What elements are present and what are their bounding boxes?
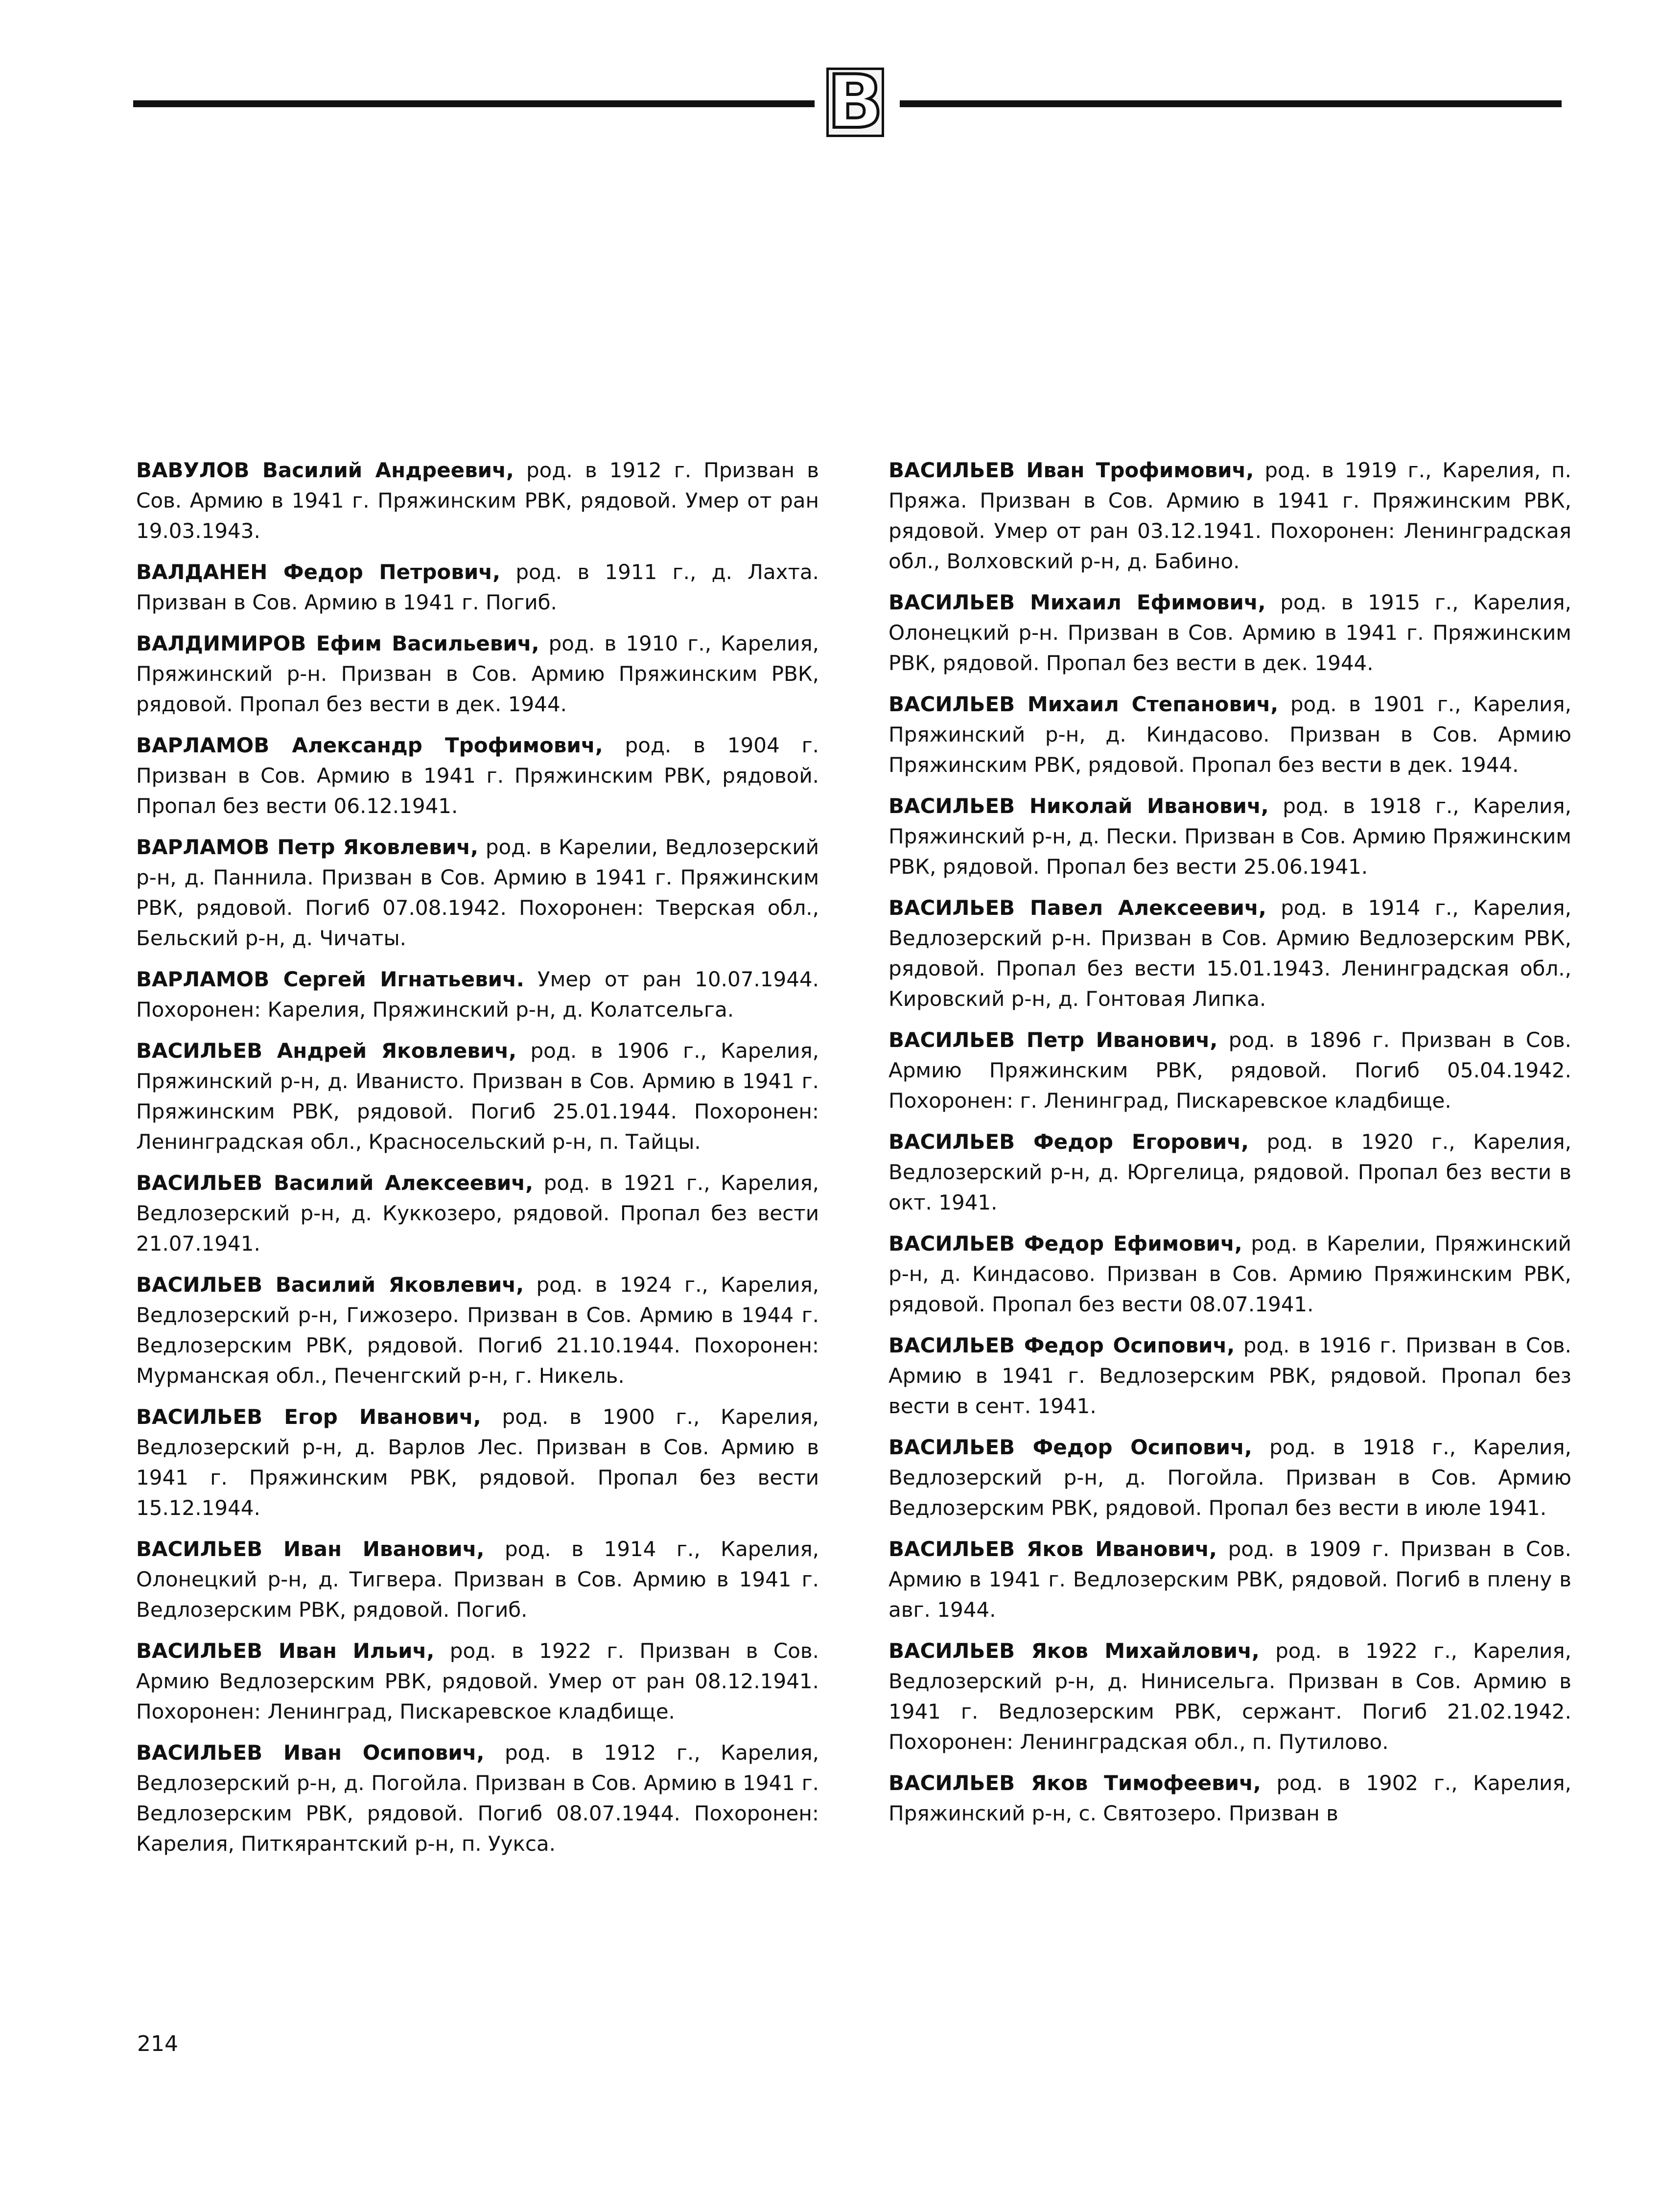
entry [136, 455, 819, 546]
entry-name: ВАСИЛЬЕВ Петр Иванович, [888, 1028, 1218, 1052]
right-column [888, 455, 1571, 1839]
entry-name: ВАСИЛЬЕВ Николай Иванович, [888, 794, 1269, 818]
entry-name: ВАСИЛЬЕВ Яков Тимофеевич, [888, 1771, 1261, 1795]
entry-name: ВАСИЛЬЕВ Федор Егорович, [888, 1130, 1249, 1154]
entry [888, 1636, 1571, 1757]
entry [888, 893, 1571, 1014]
entry [136, 629, 819, 720]
entry [136, 964, 819, 1025]
entry-text: род. в 1918 г., Карелия, Ведлозерский р-н, д. Погойла. Призван в Сов. Армию Ведлозерским РВК, рядовой. Пропал без вести в июле 1941. [888, 1435, 1572, 1520]
entry-name: ВАСИЛЬЕВ Павел Алексеевич, [888, 896, 1266, 920]
entry [136, 1534, 819, 1625]
entry-name: ВАВУЛОВ Василий Андреевич, [136, 458, 514, 482]
entry-name: ВАСИЛЬЕВ Иван Трофимович, [888, 458, 1254, 482]
entry-text: род. в 1906 г., Карелия, Пряжинский р-н, д. Иванисто. Призван в Сов. Армию в 1941 г. Пряжинским РВК, рядовой. Погиб 25.01.1944. Похоронен: Ленинградская обл., Красносельский р-н, п. Тайцы. [136, 1039, 819, 1154]
entry [888, 455, 1571, 577]
entry [136, 1636, 819, 1727]
entry-name: ВАРЛАМОВ Петр Яковлевич, [136, 835, 478, 859]
entry-text: род. в 1916 г. Призван в Сов. Армию в 1941 г. Ведлозерским РВК, рядовой. Пропал без вести в сент. 1941. [888, 1333, 1571, 1418]
entry-name: ВАРЛАМОВ Александр Трофимович, [136, 733, 603, 757]
entry [888, 1534, 1571, 1625]
entry-text: род. в 1896 г. Призван в Сов. Армию Пряжинским РВК, рядовой. Погиб 05.04.1942. Похоронен: г. Ленинград, Пискаревское кладбище. [888, 1028, 1571, 1113]
entry-text: род. в 1911 г., д. Лахта. Призван в Сов. Армию в 1941 г. Погиб. [136, 560, 819, 614]
entry [888, 587, 1571, 678]
entry [888, 1432, 1571, 1523]
entry-text: род. в 1918 г., Карелия, Пряжинский р-н, д. Пески. Призван в Сов. Армию Пряжинским РВК, рядовой. Пропал без вести 25.06.1941. [888, 794, 1572, 879]
entry-name: ВАСИЛЬЕВ Андрей Яковлевич, [136, 1039, 517, 1063]
entry-text: род. в Карелии, Пряжинский р-н, д. Киндасово. Призван в Сов. Армию Пряжинским РВК, рядовой. Пропал без вести 08.07.1941. [888, 1232, 1571, 1316]
entry [136, 1168, 819, 1259]
section-letter: В [827, 60, 884, 145]
entry-name: ВАСИЛЬЕВ Федор Осипович, [888, 1333, 1235, 1357]
entry [136, 832, 819, 954]
entry-name: ВАЛДИМИРОВ Ефим Васильевич, [136, 631, 539, 655]
entry-name: ВАСИЛЬЕВ Федор Ефимович, [888, 1232, 1242, 1256]
entry-name: ВАРЛАМОВ Сергей Игнатьевич. [136, 967, 524, 991]
entry-name: ВАСИЛЬЕВ Федор Осипович, [888, 1435, 1252, 1459]
entry-text: род. в 1914 г., Карелия, Ведлозерский р-н. Призван в Сов. Армию Ведлозерским РВК, рядовой. Пропал без вести 15.01.1943. Ленинградская обл., Кировский р-н, д. Гонтовая Липка. [888, 896, 1572, 1011]
entry-text: род. в 1902 г., Карелия, Пряжинский р-н, с. Святозеро. Призван в [888, 1771, 1571, 1825]
left-column [136, 455, 819, 1870]
entry [888, 1330, 1571, 1421]
entry-name: ВАСИЛЬЕВ Яков Иванович, [888, 1537, 1217, 1561]
entry-text: род. в 1915 г., Карелия, Олонецкий р-н. Призван в Сов. Армию в 1941 г. Пряжинским РВК, рядовой. Пропал без вести в дек. 1944. [888, 590, 1572, 675]
entry [888, 689, 1571, 780]
entry-text: род. в 1920 г., Карелия, Ведлозерский р-н, д. Юргелица, рядовой. Пропал без вести в окт. 1941. [888, 1130, 1572, 1214]
entry-name: ВАСИЛЬЕВ Иван Иванович, [136, 1537, 485, 1561]
entry [136, 1738, 819, 1859]
entry-text: род. в 1922 г., Карелия, Ведлозерский р-н, д. Нинисельга. Призван в Сов. Армию в 1941 г. Ведлозерским РВК, сержант. Погиб 21.02.1942. Похоронен: Ленинградская обл., п. Путилово. [888, 1639, 1571, 1754]
entry-name: ВАСИЛЬЕВ Иван Осипович, [136, 1741, 485, 1765]
entry [888, 791, 1571, 882]
section-letter-badge [826, 60, 884, 145]
entry-text: род. в 1910 г., Карелия, Пряжинский р-н. Призван в Сов. Армию Пряжинским РВК, рядовой. Пропал без вести в дек. 1944. [136, 631, 819, 716]
entry-text: род. в 1909 г. Призван в Сов. Армию в 1941 г. Ведлозерским РВК, рядовой. Погиб в плену в авг. 1944. [888, 1537, 1571, 1622]
entry-text: род. в Карелии, Ведлозерский р-н, д. Паннила. Призван в Сов. Армию в 1941 г. Пряжинским РВК, рядовой. Погиб 07.08.1942. Похоронен: Тверская обл., Бельский р-н, д. Чичаты. [136, 835, 819, 950]
entry-text: род. в 1912 г. Призван в Сов. Армию в 1941 г. Пряжинским РВК, рядовой. Умер от ран 19.03.1943. [136, 458, 819, 543]
entry [136, 1270, 819, 1391]
header-rule-right [900, 100, 1562, 107]
entry-name: ВАСИЛЬЕВ Яков Михайлович, [888, 1639, 1260, 1663]
entry-text: род. в 1919 г., Карелия, п. Пряжа. Призван в Сов. Армию в 1941 г. Пряжинским РВК, рядовой. Умер от ран 03.12.1941. Похоронен: Ленинградская обл., Волховский р-н, д. Бабино. [888, 458, 1571, 573]
entry [888, 1229, 1571, 1320]
entry-text: Умер от ран 10.07.1944. Похоронен: Карелия, Пряжинский р-н, д. Колатсельга. [136, 967, 819, 1022]
entry [136, 730, 819, 821]
entry-text: род. в 1904 г. Призван в Сов. Армию в 1941 г. Пряжинским РВК, рядовой. Пропал без вести 06.12.1941. [136, 733, 819, 818]
entry [888, 1127, 1571, 1218]
entry-name: ВАСИЛЬЕВ Михаил Ефимович, [888, 590, 1266, 614]
entry-text: род. в 1914 г., Карелия, Олонецкий р-н, д. Тигвера. Призван в Сов. Армию в 1941 г. Ведлозерским РВК, рядовой. Погиб. [136, 1537, 819, 1622]
header-rule-left [133, 100, 815, 107]
page-number: 214 [137, 2031, 178, 2056]
entry [136, 557, 819, 618]
entry-name: ВАСИЛЬЕВ Василий Яковлевич, [136, 1273, 524, 1297]
entry [888, 1768, 1571, 1829]
entry-text: род. в 1924 г., Карелия, Ведлозерский р-н, Гижозеро. Призван в Сов. Армию в 1944 г. Ведлозерским РВК, рядовой. Погиб 21.10.1944. Похоронен: Мурманская обл., Печенгский р-н, г. Никель. [136, 1273, 819, 1388]
entry-name: ВАЛДАНЕН Федор Петрович, [136, 560, 501, 584]
entry-text: род. в 1922 г. Призван в Сов. Армию Ведлозерским РВК, рядовой. Умер от ран 08.12.1941. Похоронен: Ленинград, Пискаревское кладбище. [136, 1639, 819, 1723]
entry-name: ВАСИЛЬЕВ Василий Алексеевич, [136, 1171, 534, 1195]
entry-name: ВАСИЛЬЕВ Иван Ильич, [136, 1639, 435, 1663]
entry [136, 1036, 819, 1157]
entry-text: род. в 1901 г., Карелия, Пряжинский р-н, д. Киндасово. Призван в Сов. Армию Пряжинским РВК, рядовой. Пропал без вести в дек. 1944. [888, 692, 1571, 777]
entry [136, 1402, 819, 1523]
entry-text: род. в 1921 г., Карелия, Ведлозерский р-н, д. Куккозеро, рядовой. Пропал без вести 21.07.1941. [136, 1171, 819, 1256]
entry-name: ВАСИЛЬЕВ Егор Иванович, [136, 1405, 481, 1429]
entry-text: род. в 1900 г., Карелия, Ведлозерский р-н, д. Варлов Лес. Призван в Сов. Армию в 1941 г. Пряжинским РВК, рядовой. Пропал без вести 15.12.1944. [136, 1405, 819, 1520]
entry [888, 1025, 1571, 1116]
entry-name: ВАСИЛЬЕВ Михаил Степанович, [888, 692, 1279, 716]
entry-text: род. в 1912 г., Карелия, Ведлозерский р-н, д. Погойла. Призван в Сов. Армию в 1941 г. Ведлозерским РВК, рядовой. Погиб 08.07.1944. Похоронен: Карелия, Питкярантский р-н, п. Уукса. [136, 1741, 819, 1856]
